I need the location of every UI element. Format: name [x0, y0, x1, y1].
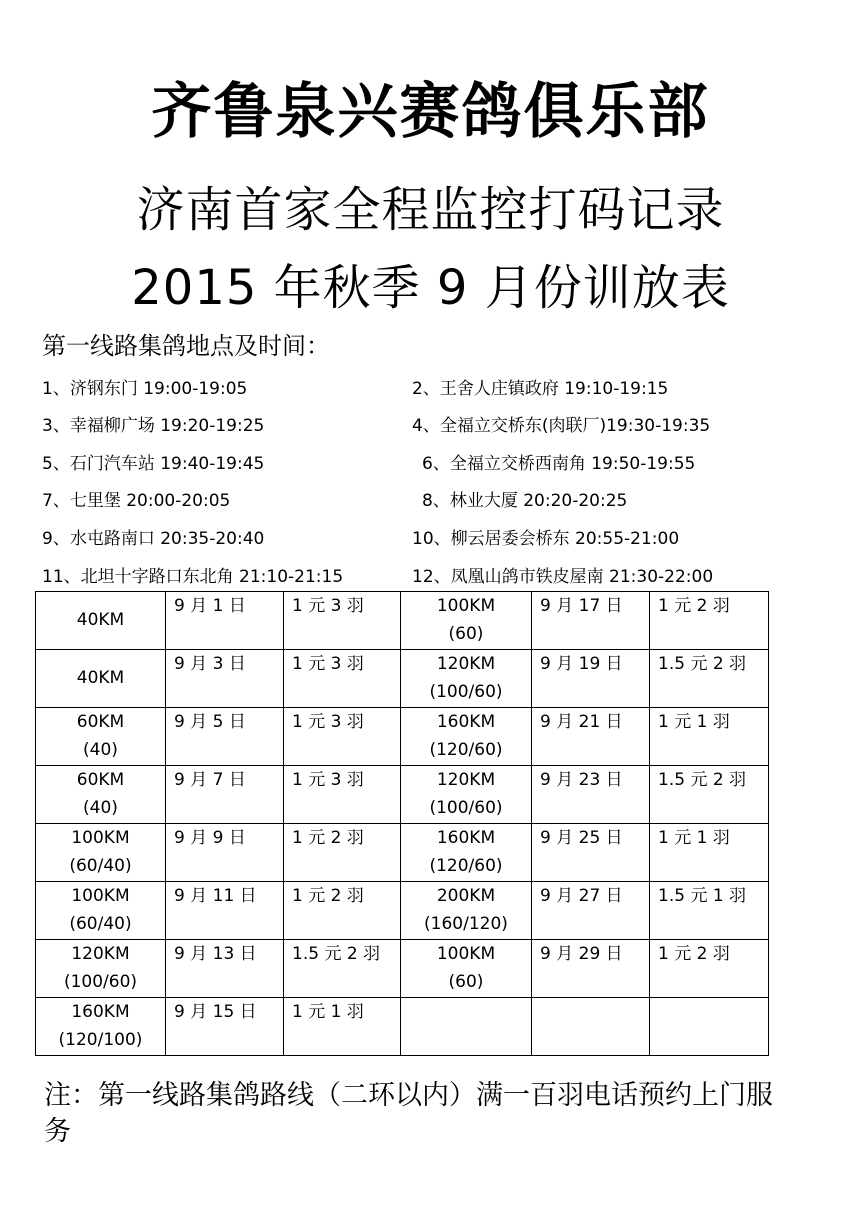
table-row	[36, 824, 769, 882]
schedule-body	[36, 592, 769, 1056]
table-row	[36, 650, 769, 708]
price-cell: 1 元 2 羽	[650, 940, 769, 998]
distance-cell	[36, 708, 166, 766]
route-stop-1: 1、济钢东门 19:00-19:05	[42, 379, 248, 399]
date-cell: 9 月 29 日	[532, 940, 650, 998]
distance-prior: (120/60)	[429, 856, 503, 876]
distance-cell	[36, 650, 166, 708]
price-cell: 1.5 元 2 羽	[284, 940, 401, 998]
route-heading: 第一线路集鸽地点及时间：	[42, 332, 330, 360]
distance-cell	[401, 824, 532, 882]
date-cell: 9 月 15 日	[166, 998, 284, 1056]
price-cell: 1.5 元 1 羽	[650, 882, 769, 940]
distance-km: 160KM	[436, 712, 496, 732]
table-row	[36, 766, 769, 824]
schedule-title: 2015 年秋季 9 月份训放表	[131, 260, 730, 316]
date-cell: 9 月 13 日	[166, 940, 284, 998]
date-cell: 9 月 7 日	[166, 766, 284, 824]
footer-note: 注：第一线路集鸽路线（二环以内）满一百羽电话预约上门服务	[44, 1080, 773, 1147]
price-cell	[650, 998, 769, 1056]
distance-km: 100KM	[436, 944, 496, 964]
table-row	[36, 998, 769, 1056]
distance-cell	[401, 592, 532, 650]
date-cell: 9 月 11 日	[166, 882, 284, 940]
distance-prior: (60)	[448, 972, 484, 992]
price-cell: 1 元 2 羽	[284, 824, 401, 882]
route-stop-11: 11、北坦十字路口东北角 21:10-21:15	[42, 567, 344, 587]
route-stop-7: 7、七里堡 20:00-20:05	[42, 491, 231, 511]
price-cell: 1 元 2 羽	[284, 882, 401, 940]
price-cell: 1 元 1 羽	[650, 708, 769, 766]
date-cell: 9 月 5 日	[166, 708, 284, 766]
route-stop-5: 5、石门汽车站 19:40-19:45	[42, 454, 265, 474]
date-cell: 9 月 19 日	[532, 650, 650, 708]
distance-km: 200KM	[436, 886, 496, 906]
distance-km: 120KM	[436, 654, 496, 674]
distance-km: 40KM	[76, 610, 125, 630]
schedule-table	[35, 591, 769, 1056]
distance-cell	[401, 998, 532, 1056]
distance-prior: (60)	[448, 624, 484, 644]
price-cell: 1 元 3 羽	[284, 766, 401, 824]
subtitle: 济南首家全程监控打码记录	[136, 182, 725, 238]
club-name: 齐鲁泉兴赛鸽俱乐部	[151, 77, 710, 147]
route-stop-4: 4、全福立交桥东(肉联厂)19:30-19:35	[412, 416, 711, 436]
route-stop-12: 12、凤凰山鸽市铁皮屋南 21:30-22:00	[412, 567, 714, 587]
date-cell: 9 月 21 日	[532, 708, 650, 766]
distance-km: 60KM	[76, 770, 125, 790]
price-cell: 1 元 3 羽	[284, 650, 401, 708]
route-stop-2: 2、王舍人庄镇政府 19:10-19:15	[412, 379, 669, 399]
date-cell	[532, 998, 650, 1056]
distance-prior: (40)	[83, 798, 118, 818]
price-cell: 1 元 2 羽	[650, 592, 769, 650]
distance-cell	[401, 708, 532, 766]
table-row	[36, 940, 769, 998]
date-cell: 9 月 23 日	[532, 766, 650, 824]
table-row	[36, 592, 769, 650]
distance-km: 120KM	[71, 944, 130, 964]
distance-cell	[401, 940, 532, 998]
date-cell: 9 月 9 日	[166, 824, 284, 882]
distance-km: 160KM	[71, 1002, 130, 1022]
distance-km: 120KM	[436, 770, 496, 790]
distance-prior: (60/40)	[69, 914, 132, 934]
route-stop-9: 9、水屯路南口 20:35-20:40	[42, 529, 265, 549]
date-cell: 9 月 17 日	[532, 592, 650, 650]
price-cell: 1.5 元 2 羽	[650, 766, 769, 824]
distance-cell	[401, 650, 532, 708]
distance-km: 100KM	[71, 828, 130, 848]
route-stop-6: 6、全福立交桥西南角 19:50-19:55	[422, 454, 696, 474]
distance-km: 40KM	[76, 668, 125, 688]
distance-cell	[36, 882, 166, 940]
distance-cell	[36, 998, 166, 1056]
distance-prior: (160/120)	[424, 914, 508, 934]
distance-km: 60KM	[76, 712, 125, 732]
distance-cell	[36, 766, 166, 824]
distance-prior: (40)	[83, 740, 118, 760]
distance-km: 100KM	[436, 596, 496, 616]
distance-cell	[36, 824, 166, 882]
distance-cell	[36, 592, 166, 650]
distance-km: 100KM	[71, 886, 130, 906]
distance-prior: (60/40)	[69, 856, 132, 876]
distance-cell	[36, 940, 166, 998]
distance-prior: (100/60)	[429, 798, 503, 818]
route-stop-3: 3、幸福柳广场 19:20-19:25	[42, 416, 265, 436]
table-row	[36, 882, 769, 940]
distance-prior: (100/60)	[63, 972, 138, 992]
price-cell: 1 元 1 羽	[650, 824, 769, 882]
route-stop-8: 8、林业大厦 20:20-20:25	[422, 491, 628, 511]
price-cell: 1.5 元 2 羽	[650, 650, 769, 708]
distance-prior: (120/100)	[58, 1030, 143, 1050]
distance-prior: (100/60)	[429, 682, 503, 702]
price-cell: 1 元 3 羽	[284, 708, 401, 766]
date-cell: 9 月 1 日	[166, 592, 284, 650]
price-cell: 1 元 1 羽	[284, 998, 401, 1056]
table-row	[36, 708, 769, 766]
date-cell: 9 月 25 日	[532, 824, 650, 882]
date-cell: 9 月 27 日	[532, 882, 650, 940]
distance-km: 160KM	[436, 828, 496, 848]
distance-cell	[401, 882, 532, 940]
distance-cell	[401, 766, 532, 824]
date-cell: 9 月 3 日	[166, 650, 284, 708]
route-stop-10: 10、柳云居委会桥东 20:55-21:00	[412, 529, 680, 549]
price-cell: 1 元 3 羽	[284, 592, 401, 650]
distance-prior: (120/60)	[429, 740, 503, 760]
